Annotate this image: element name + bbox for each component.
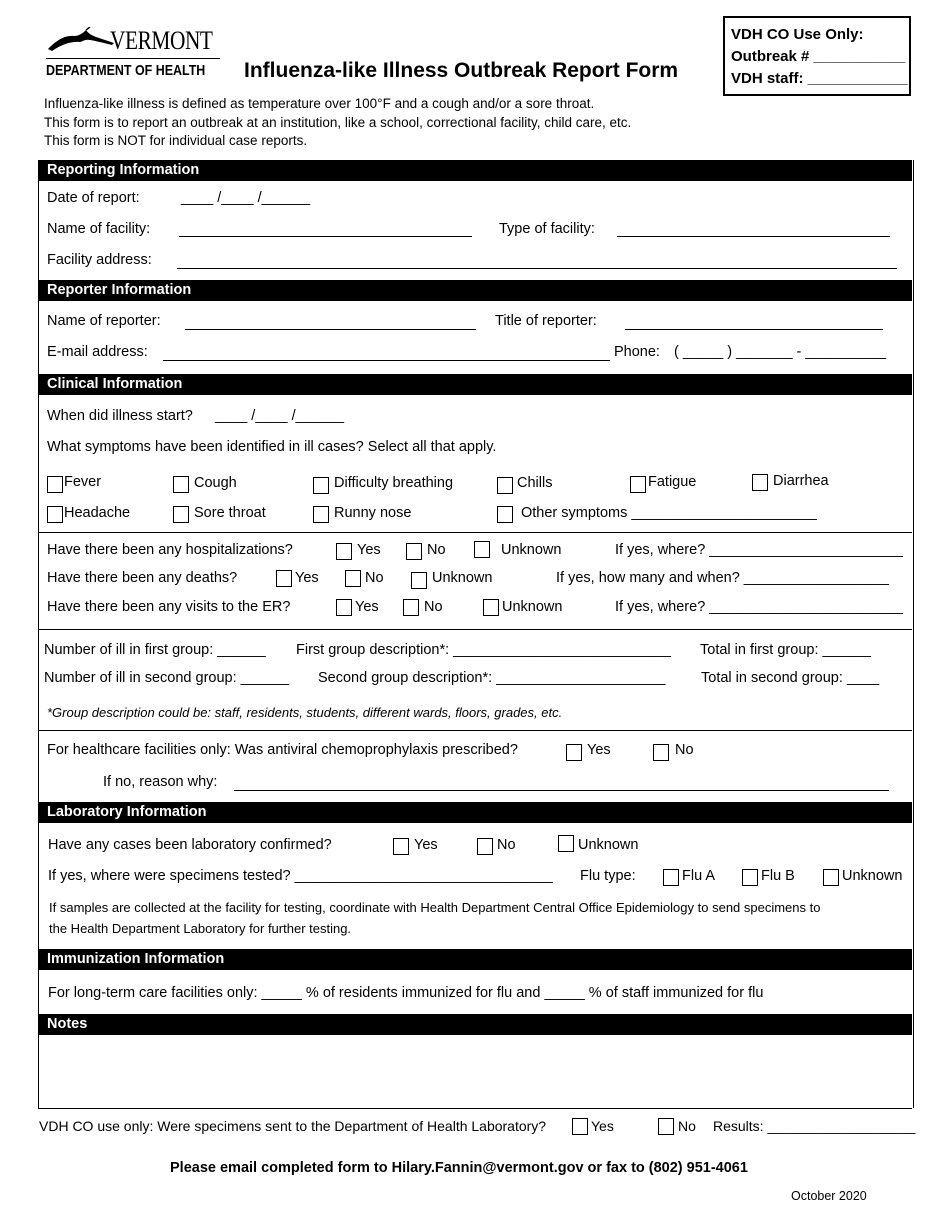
flu-a-label: Flu A: [682, 868, 716, 884]
fever-checkbox[interactable]: [47, 476, 63, 493]
flu-type-label: Flu type:: [580, 868, 636, 884]
reporting-section-heading: Reporting Information: [39, 160, 912, 181]
facility-name-label: Name of facility:: [47, 221, 151, 237]
sore-throat-checkbox[interactable]: [173, 506, 189, 523]
antiviral-yes-label: Yes: [587, 742, 611, 758]
antiviral-question: For healthcare facilities only: Was antiviral chemoprophylaxis prescribed?: [47, 742, 518, 758]
deaths-details-field[interactable]: If yes, how many and when? __________________: [556, 570, 889, 586]
vdh-box-line2: Outbreak # ___________: [731, 48, 906, 65]
vdh-specimens-no-checkbox[interactable]: [658, 1118, 674, 1135]
other-symptoms-label[interactable]: Other symptoms _______________________: [521, 505, 817, 521]
clinical-section-heading: Clinical Information: [39, 374, 912, 395]
er-where-field[interactable]: If yes, where? ________________________: [615, 599, 903, 615]
group-description-note: *Group description could be: staff, residents, students, different wards, floors, grades, etc.: [47, 705, 563, 720]
logo-department-text: DEPARTMENT OF HEALTH: [46, 62, 206, 79]
reporter-name-label: Name of reporter:: [47, 313, 161, 329]
er-unknown-checkbox[interactable]: [483, 599, 499, 616]
deaths-yes-label: Yes: [295, 570, 319, 586]
vdh-box-line3: VDH staff: ____________: [731, 70, 908, 87]
group2-ill-field[interactable]: Number of ill in second group: ______: [44, 670, 290, 686]
cough-label: Cough: [194, 475, 237, 491]
intro-line-1: Influenza-like illness is defined as temperature over 100°F and a cough and/or a sore throat.: [44, 96, 595, 111]
deaths-no-checkbox[interactable]: [345, 570, 361, 587]
lab-confirmed-question: Have any cases been laboratory confirmed?: [48, 837, 332, 853]
vdh-specimens-question: VDH CO use only: Were specimens sent to the Department of Health Laboratory?: [39, 1118, 547, 1134]
flu-b-checkbox[interactable]: [742, 869, 758, 886]
hosp-no-checkbox[interactable]: [406, 543, 422, 560]
intro-line-3: This form is NOT for individual case reports.: [44, 133, 308, 148]
difficulty-breathing-checkbox[interactable]: [313, 477, 329, 494]
vdh-specimens-yes-checkbox[interactable]: [572, 1118, 588, 1135]
email-label: E-mail address:: [47, 344, 148, 360]
lab-note-line1: If samples are collected at the facility for testing, coordinate with Health Department Central Office Epidemiology to send specimens to: [49, 900, 821, 915]
mountain-logo-icon: [46, 27, 116, 53]
email-field[interactable]: [163, 360, 610, 361]
facility-name-field[interactable]: [179, 236, 472, 237]
fever-label: Fever: [64, 474, 102, 490]
er-unknown-label: Unknown: [502, 599, 563, 615]
er-yes-label: Yes: [355, 599, 379, 615]
antiviral-no-label: No: [675, 742, 694, 758]
other-symptoms-checkbox[interactable]: [497, 506, 513, 523]
hosp-where-field[interactable]: If yes, where? ________________________: [615, 542, 903, 558]
group1-description-field[interactable]: First group description*: ___________________________: [296, 642, 671, 658]
diarrhea-checkbox[interactable]: [752, 474, 768, 491]
lab-yes-label: Yes: [414, 837, 438, 853]
illness-start-label: When did illness start?: [47, 408, 193, 424]
vdh-specimens-yes-label: Yes: [591, 1118, 614, 1134]
reporter-name-field[interactable]: [185, 329, 476, 330]
specimens-tested-field[interactable]: If yes, where were specimens tested? ________________________________: [48, 868, 553, 884]
er-no-checkbox[interactable]: [403, 599, 419, 616]
deaths-yes-checkbox[interactable]: [276, 570, 292, 587]
facility-type-label: Type of facility:: [499, 221, 595, 237]
er-yes-checkbox[interactable]: [336, 599, 352, 616]
lab-no-label: No: [497, 837, 516, 853]
facility-type-field[interactable]: [617, 236, 890, 237]
logo-state-text: VERMONT: [110, 26, 213, 55]
deaths-question: Have there been any deaths?: [47, 570, 238, 586]
group2-description-field[interactable]: Second group description*: _____________________: [318, 670, 666, 686]
hosp-yes-label: Yes: [357, 542, 381, 558]
submission-instructions: Please email completed form to Hilary.Fannin@vermont.gov or fax to (802) 951-4061: [170, 1160, 748, 1176]
form-date: October 2020: [791, 1189, 867, 1203]
reporter-title-field[interactable]: [625, 329, 883, 330]
antiviral-no-checkbox[interactable]: [653, 744, 669, 761]
antiviral-reason-label: If no, reason why:: [103, 774, 218, 790]
group1-total-field[interactable]: Total in first group: ______: [700, 642, 871, 658]
cough-checkbox[interactable]: [173, 476, 189, 493]
hosp-unknown-checkbox[interactable]: [474, 541, 490, 558]
illness-start-field[interactable]: ____ /____ /______: [215, 408, 345, 424]
lab-yes-checkbox[interactable]: [393, 838, 409, 855]
hosp-yes-checkbox[interactable]: [336, 543, 352, 560]
deaths-unknown-label: Unknown: [432, 570, 493, 586]
deaths-no-label: No: [365, 570, 384, 586]
lab-unknown-label: Unknown: [578, 837, 639, 853]
vdh-specimens-no-label: No: [678, 1118, 696, 1134]
date-of-report-label: Date of report:: [47, 190, 140, 206]
page-title: Influenza-like Illness Outbreak Report Form: [244, 59, 679, 82]
date-of-report-field[interactable]: ____ /____ /______: [181, 190, 311, 206]
intro-line-2: This form is to report an outbreak at an institution, like a school, correctional facility, child care, etc.: [44, 115, 632, 130]
reporter-title-label: Title of reporter:: [495, 313, 597, 329]
lab-no-checkbox[interactable]: [477, 838, 493, 855]
chills-checkbox[interactable]: [497, 477, 513, 494]
symptoms-question: What symptoms have been identified in ill cases? Select all that apply.: [47, 439, 497, 455]
flu-b-label: Flu B: [761, 868, 795, 884]
runny-nose-checkbox[interactable]: [313, 506, 329, 523]
notes-section-heading: Notes: [39, 1014, 912, 1035]
notes-area[interactable]: [39, 1035, 911, 1107]
antiviral-reason-field[interactable]: [234, 790, 889, 791]
headache-label: Headache: [64, 505, 131, 521]
hospitalizations-question: Have there been any hospitalizations?: [47, 542, 293, 558]
group1-ill-field[interactable]: Number of ill in first group: ______: [44, 642, 266, 658]
results-field[interactable]: Results: ___________________: [713, 1118, 916, 1134]
er-no-label: No: [424, 599, 443, 615]
phone-label: Phone:: [614, 344, 660, 360]
headache-checkbox[interactable]: [47, 506, 63, 523]
vdh-box-line1: VDH CO Use Only:: [731, 26, 864, 43]
phone-field[interactable]: ( _____ ) _______ - __________: [674, 344, 887, 360]
diarrhea-label: Diarrhea: [773, 473, 829, 489]
chills-label: Chills: [517, 475, 553, 491]
runny-nose-label: Runny nose: [334, 505, 412, 521]
deaths-unknown-checkbox[interactable]: [411, 572, 427, 589]
facility-address-label: Facility address:: [47, 252, 152, 268]
hosp-no-label: No: [427, 542, 446, 558]
reporter-section-heading: Reporter Information: [39, 280, 912, 301]
flu-unknown-checkbox[interactable]: [823, 869, 839, 886]
group2-total-field[interactable]: Total in second group: ____: [701, 670, 880, 686]
hosp-unknown-label: Unknown: [501, 542, 562, 558]
lab-section-heading: Laboratory Information: [39, 802, 912, 823]
vdh-use-only-box: [723, 16, 911, 96]
immunization-section-heading: Immunization Information: [39, 949, 912, 970]
immunization-field[interactable]: For long-term care facilities only: _____ % of residents immunized for flu and _____ % of staff immunized for flu: [48, 985, 764, 1001]
fatigue-checkbox[interactable]: [630, 476, 646, 493]
er-visits-question: Have there been any visits to the ER?: [47, 599, 291, 615]
facility-address-field[interactable]: [177, 268, 897, 269]
lab-unknown-checkbox[interactable]: [558, 835, 574, 852]
flu-unknown-label: Unknown: [842, 868, 903, 884]
difficulty-breathing-label: Difficulty breathing: [334, 475, 454, 491]
sore-throat-label: Sore throat: [194, 505, 266, 521]
lab-note-line2: the Health Department Laboratory for further testing.: [49, 921, 352, 936]
antiviral-yes-checkbox[interactable]: [566, 744, 582, 761]
flu-a-checkbox[interactable]: [663, 869, 679, 886]
fatigue-label: Fatigue: [648, 474, 697, 490]
